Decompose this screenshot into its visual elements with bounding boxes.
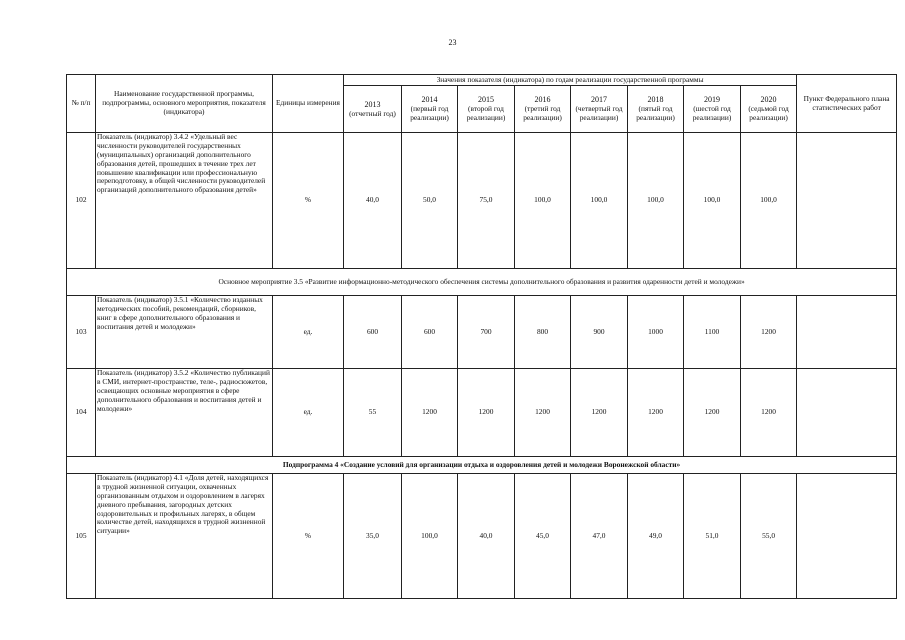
value-2019: 100,0	[684, 133, 741, 269]
value-2017: 900	[571, 296, 628, 369]
header-year-2017: 2017 (четвертый год реализации)	[571, 86, 628, 133]
federal-plan-cell	[797, 474, 897, 599]
value-2015: 40,0	[458, 474, 515, 599]
federal-plan-cell	[797, 296, 897, 369]
value-2015: 700	[458, 296, 515, 369]
value-2015: 1200	[458, 369, 515, 457]
row-number: 102	[67, 133, 96, 269]
value-2013: 600	[344, 296, 402, 369]
table-row-105	[67, 474, 897, 599]
federal-plan-cell	[797, 369, 897, 457]
value-2016: 1200	[515, 369, 571, 457]
unit-cell: ед.	[273, 296, 344, 369]
header-year-2020: 2020 (седьмой год реализации)	[741, 86, 797, 133]
value-2013: 35,0	[344, 474, 402, 599]
table-row-104	[67, 369, 897, 457]
indicator-name: Показатель (индикатор) 3.4.2 «Удельный вес численности руководителей государственных (муниципальных) организаций дополнительного образования детей, прошедших в течение трех лет повышение квалификации или профессиональную переподготовку, в общей численности руководителей организаций дополнительного образования детей»	[96, 133, 273, 269]
indicator-name: Показатель (индикатор) 4.1 «Доля детей, находящихся в трудной жизненной ситуации, охваченных организованным отдыхом и оздоровлением в лагерях дневного пребывания, загородных детских оздоровительных и профильных лагерях, в общем количестве детей, находящихся в трудной жизненной ситуации»	[96, 474, 273, 599]
value-2013: 55	[344, 369, 402, 457]
value-2016: 100,0	[515, 133, 571, 269]
value-2020: 1200	[741, 369, 797, 457]
unit-cell: %	[273, 133, 344, 269]
value-2020: 55,0	[741, 474, 797, 599]
page-number: 23	[448, 38, 457, 47]
value-2014: 600	[402, 296, 458, 369]
indicator-table	[66, 74, 897, 599]
header-year-2016: 2016 (третий год реализации)	[515, 86, 571, 133]
header-unit: Единицы измерения	[273, 75, 344, 133]
row-number: 103	[67, 296, 96, 369]
value-2019: 51,0	[684, 474, 741, 599]
value-2017: 100,0	[571, 133, 628, 269]
header-year-2018: 2018 (пятый год реализации)	[628, 86, 684, 133]
value-2020: 1200	[741, 296, 797, 369]
value-2018: 1200	[628, 369, 684, 457]
header-year-2014: 2014 (первый год реализации)	[402, 86, 458, 133]
value-2018: 1000	[628, 296, 684, 369]
indicator-name: Показатель (индикатор) 3.5.2 «Количество публикаций в СМИ, интернет-пространстве, теле-, радиосюжетов, освещающих основные мероприятия в сфере дополнительного образования и воспитания детей и молодежи»	[96, 369, 273, 457]
value-2016: 800	[515, 296, 571, 369]
unit-cell: %	[273, 474, 344, 599]
value-2014: 50,0	[402, 133, 458, 269]
header-num: № п/п	[67, 75, 96, 133]
value-2016: 45,0	[515, 474, 571, 599]
section-row-3-5	[67, 269, 897, 296]
value-2018: 49,0	[628, 474, 684, 599]
header-federal-plan: Пункт Федерального плана статистических работ	[797, 75, 897, 133]
value-2017: 1200	[571, 369, 628, 457]
unit-cell: ед.	[273, 369, 344, 457]
value-2019: 1100	[684, 296, 741, 369]
row-number: 104	[67, 369, 96, 457]
header-year-2013: 2013 (отчетный год)	[344, 86, 402, 133]
value-2019: 1200	[684, 369, 741, 457]
indicator-name: Показатель (индикатор) 3.5.1 «Количество изданных методических пособий, рекомендаций, сборников, книг в сфере дополнительного образования и воспитания детей и молодежи»	[96, 296, 273, 369]
value-2014: 100,0	[402, 474, 458, 599]
header-year-2015: 2015 (второй год реализации)	[458, 86, 515, 133]
section-title: Основное мероприятие 3.5 «Развитие информационно-методического обеспечения системы дополнительного образования и развития одаренности детей и молодежи»	[67, 269, 897, 296]
header-row-1	[67, 75, 897, 86]
section-title: Подпрограмма 4 «Создание условий для организации отдыха и оздоровления детей и молодежи Воронежской области»	[67, 457, 897, 474]
value-2013: 40,0	[344, 133, 402, 269]
value-2014: 1200	[402, 369, 458, 457]
section-row-subprogram-4	[67, 457, 897, 474]
value-2020: 100,0	[741, 133, 797, 269]
header-year-2019: 2019 (шестой год реализации)	[684, 86, 741, 133]
header-values-group: Значения показателя (индикатора) по годам реализации государственной программы	[344, 75, 797, 86]
row-number: 105	[67, 474, 96, 599]
federal-plan-cell	[797, 133, 897, 269]
table-row-103	[67, 296, 897, 369]
value-2017: 47,0	[571, 474, 628, 599]
value-2018: 100,0	[628, 133, 684, 269]
value-2015: 75,0	[458, 133, 515, 269]
header-name: Наименование государственной программы, подпрограммы, основного мероприятия, показателя (индикатора)	[96, 75, 273, 133]
table-row-102	[67, 133, 897, 269]
